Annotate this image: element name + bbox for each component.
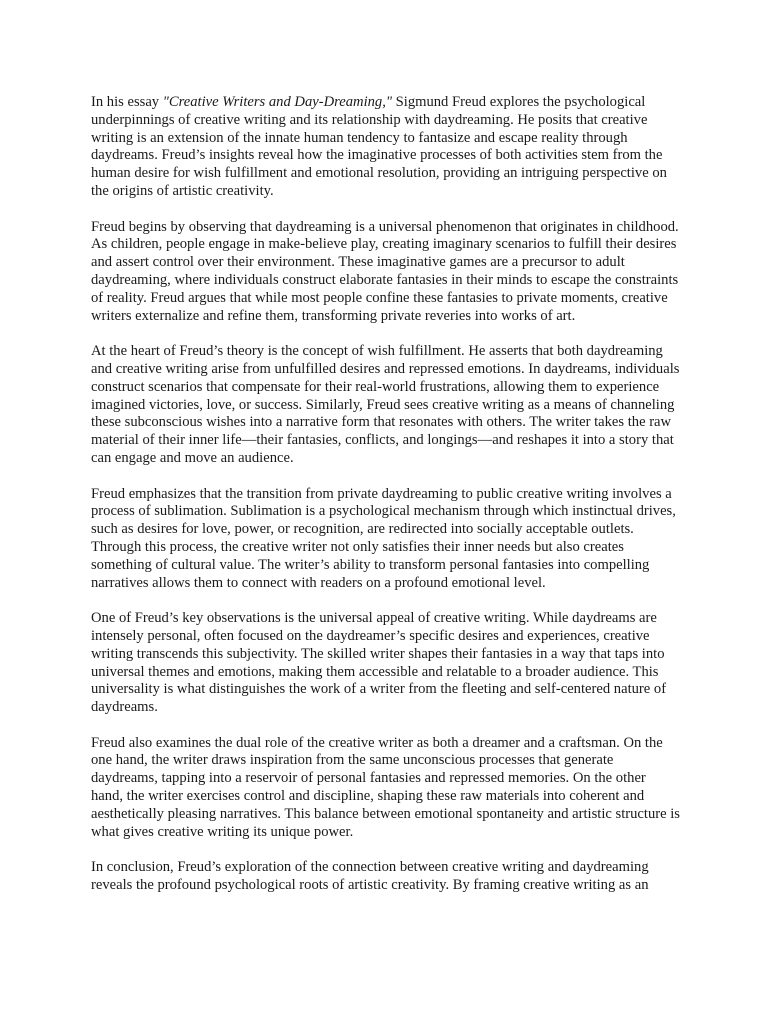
essay-title: "Creative Writers and Day-Dreaming,"	[162, 94, 392, 110]
intro-text-before: In his essay	[91, 94, 163, 110]
paragraph-6: In conclusion, Freud’s exploration of the connection between creative writing and daydreaming reveals the profound psychological roots of artistic creativity. By framing creative writing as an	[91, 859, 649, 894]
paragraph-3: Freud emphasizes that the transition from private daydreaming to public creative writing involves a process of sublimation. Sublimation is a psychological mechanism through which instinctual drives, such as desires for love, power, or recognition, are redirected into socially acceptable outlets. Through this process, the creative writer not only satisfies their inner needs but also creates something of cultural value. The writer’s ability to transform personal fantasies into compelling narratives allows them to connect with readers on a profound emotional level.	[91, 485, 676, 591]
paragraph-1: Freud begins by observing that daydreaming is a universal phenomenon that originates in childhood. As children, people engage in make-believe play, creating imaginary scenarios to fulfill their desires and assert control over their environment. These imaginative games are a precursor to adult daydreaming, where individuals construct elaborate fantasies in their minds to escape the constraints of reality. Freud argues that while most people confine these fantasies to private moments, creative writers externalize and refine them, transforming private reveries into works of art.	[91, 218, 679, 324]
paragraph-5: Freud also examines the dual role of the creative writer as both a dreamer and a craftsman. On the one hand, the writer draws inspiration from the same unconscious processes that generate daydreams, tapping into a reservoir of personal fantasies and repressed memories. On the other hand, the writer exercises control and discipline, shaping these raw materials into coherent and aesthetically pleasing narratives. This balance between emotional spontaneity and artistic structure is what gives creative writing its unique power.	[91, 734, 680, 840]
paragraph-intro	[91, 94, 681, 201]
paragraph-2: At the heart of Freud’s theory is the concept of wish fulfillment. He asserts that both daydreaming and creative writing arise from unfulfilled desires and repressed emotions. In daydreams, individuals construct scenarios that compensate for their real-world frustrations, allowing them to experience imagined victories, love, or success. Similarly, Freud sees creative writing as a means of channeling these subconscious wishes into a narrative form that resonates with others. The writer takes the raw material of their inner life—their fantasies, conflicts, and longings—and reshapes it into a story that can engage and move an audience.	[91, 343, 680, 466]
document-body	[91, 94, 681, 913]
intro-text-after: Sigmund Freud explores the psychological underpinnings of creative writing and its relationship with daydreaming. He posits that creative writing is an extension of the innate human tendency to fantasize and escape reality through daydreams. Freud’s insights reveal how the imaginative processes of both activities stem from the human desire for wish fulfillment and emotional resolution, providing an intriguing perspective on the origins of artistic creativity.	[91, 94, 667, 199]
paragraph-4: One of Freud’s key observations is the universal appeal of creative writing. While daydreams are intensely personal, often focused on the daydreamer’s specific desires and experiences, creative writing transcends this subjectivity. The skilled writer shapes their fantasies in a way that taps into universal themes and emotions, making them accessible and relatable to a broader audience. This universality is what distinguishes the work of a writer from the fleeting and self-centered nature of daydreams.	[91, 610, 667, 716]
